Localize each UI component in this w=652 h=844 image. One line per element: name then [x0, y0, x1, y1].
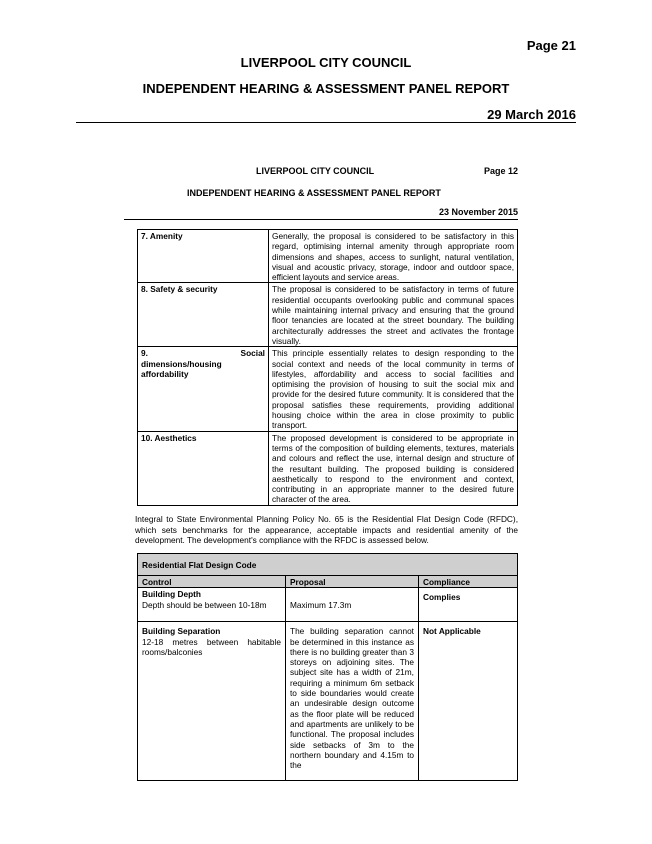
table-caption-row: [138, 554, 518, 576]
table-header-row: [138, 576, 518, 588]
control-cell: [138, 622, 286, 781]
table-caption: Residential Flat Design Code: [138, 554, 518, 576]
column-header-control: Control: [138, 576, 286, 588]
outer-report-title: INDEPENDENT HEARING & ASSESSMENT PANEL REPORT: [142, 81, 510, 96]
control-text: 12-18 metres between habitable rooms/balconies: [142, 636, 281, 657]
inner-header-rule: [124, 219, 518, 220]
inner-report-title: INDEPENDENT HEARING & ASSESSMENT PANEL REPORT: [187, 188, 441, 198]
control-cell: [138, 588, 286, 622]
rfdc-table: [137, 553, 518, 781]
table-row: [138, 347, 518, 431]
inner-report-date: 23 November 2015: [438, 207, 518, 217]
principle-name: 8. Safety & security: [138, 283, 269, 347]
table-row: [138, 283, 518, 347]
table-row: [138, 431, 518, 505]
compliance-cell: Complies: [419, 588, 518, 622]
outer-page-number: Page 21: [526, 38, 576, 53]
principle-name-word: Social: [240, 348, 265, 359]
outer-report-date: 29 March 2016: [487, 107, 576, 122]
table-row: [138, 588, 518, 622]
principle-description: The proposed development is considered to be appropriate in terms of the composition of building elements, textures, materials and colours and reflect the use, internal design and structure of the resultant building. The proposed building is considered aesthetically to respond to the environment and context, contributing in an appropriate manner to the desired future character of the area.: [269, 431, 518, 505]
principle-name: 10. Aesthetics: [138, 431, 269, 505]
principle-name: 7. Amenity: [138, 230, 269, 283]
principle-description: Generally, the proposal is considered to be satisfactory in this regard, optimising internal amenity through appropriate room dimensions and shapes, access to sunlight, natural ventilation, visual and acoustic privacy, storage, indoor and outdoor space, efficient layouts and service areas.: [269, 230, 518, 283]
proposal-cell: Maximum 17.3m: [286, 588, 419, 622]
proposal-cell: The building separation cannot be determined in this instance as there is no building greater than 3 storeys on adjoining sites. The subject site has a width of 21m, requiring a minimum 6m setback to side boundaries would create an undesirable design outcome as the floor plate will be reduced and apartments are unlikely to be functional. The proposal includes side setbacks of 3m to the northern boundary and 4.15m to the: [286, 622, 419, 781]
table-row: [138, 230, 518, 283]
principle-name-rest: dimensions/housing affordability: [141, 358, 222, 379]
inner-page-number: Page 12: [483, 166, 518, 176]
inner-council-name: LIVERPOOL CITY COUNCIL: [256, 166, 375, 176]
control-title: Building Separation: [142, 626, 221, 637]
outer-council-name: LIVERPOOL CITY COUNCIL: [240, 55, 412, 70]
control-title: Building Depth: [142, 589, 201, 600]
control-text: Depth should be between 10-18m: [142, 599, 267, 610]
outer-header-rule: [76, 122, 576, 123]
rfdc-intro-paragraph: Integral to State Environmental Planning Policy No. 65 is the Residential Flat Design Code (RFDC), which sets benchmarks for the appearance, acceptable impacts and residential amenity of the development. The development's compliance with the RFDC is assessed below.: [135, 514, 518, 545]
table-row: [138, 622, 518, 781]
column-header-compliance: Compliance: [419, 576, 518, 588]
principle-description: This principle essentially relates to design responding to the social context and needs of the local community in terms of lifestyles, affordability and access to social facilities and optimising the provision of housing to suit the social mix and provide for the desired future community. It is considered that the proposal satisfies these requirements, providing additional housing choice within the area in close proximity to public transport.: [269, 347, 518, 431]
design-principles-table: [137, 229, 518, 506]
compliance-cell: Not Applicable: [419, 622, 518, 781]
principle-number: 9.: [141, 348, 148, 359]
principle-name: [138, 347, 269, 431]
principle-description: The proposal is considered to be satisfactory in terms of future residential occupants overlooking public and communal spaces while maintaining internal privacy and ensuring that the ground floor tenancies are located at the street boundary. The building architecturally addresses the street and activates the frontage visually.: [269, 283, 518, 347]
column-header-proposal: Proposal: [286, 576, 419, 588]
